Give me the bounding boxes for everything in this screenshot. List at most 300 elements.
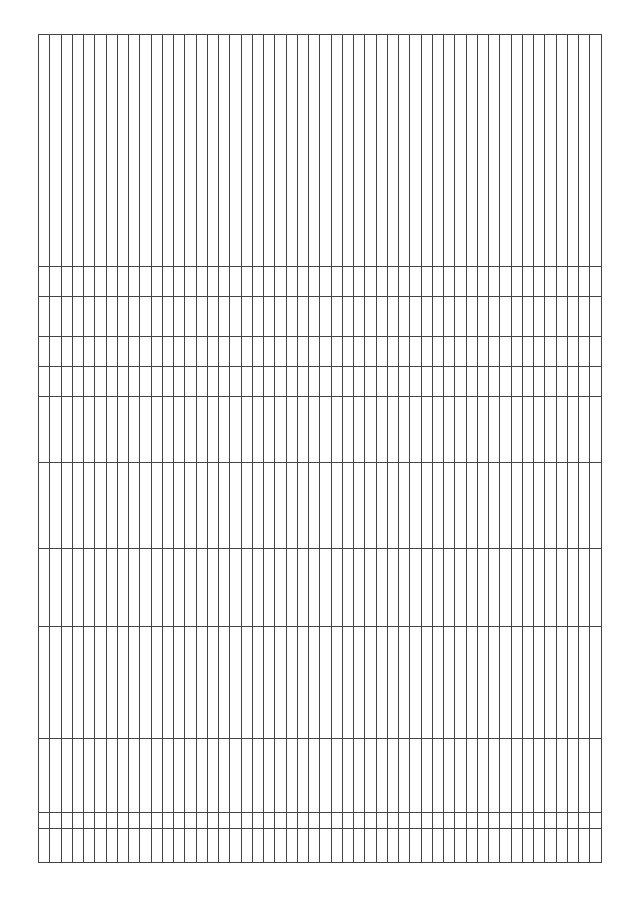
table-cell bbox=[421, 297, 432, 337]
table-cell bbox=[489, 463, 500, 549]
table-row bbox=[365, 35, 376, 863]
table-cell bbox=[444, 627, 455, 739]
table-cell bbox=[309, 297, 320, 337]
table-cell bbox=[387, 739, 398, 813]
table-cell bbox=[61, 337, 72, 367]
table-cell bbox=[151, 813, 162, 829]
table-cell bbox=[455, 463, 466, 549]
table-cell bbox=[106, 367, 117, 397]
table-row bbox=[129, 35, 140, 863]
table-cell bbox=[106, 463, 117, 549]
table-cell bbox=[61, 367, 72, 397]
table-cell bbox=[421, 267, 432, 297]
table-cell bbox=[162, 549, 173, 627]
table-cell bbox=[399, 267, 410, 297]
table-cell bbox=[252, 337, 263, 367]
table-cell bbox=[39, 397, 50, 463]
table-cell bbox=[511, 549, 522, 627]
table-cell bbox=[174, 297, 185, 337]
table-cell bbox=[511, 813, 522, 829]
table-cell bbox=[50, 35, 61, 267]
table-cell bbox=[309, 35, 320, 267]
table-cell bbox=[162, 267, 173, 297]
table-cell bbox=[387, 297, 398, 337]
table-cell bbox=[140, 829, 151, 863]
table-cell bbox=[286, 739, 297, 813]
table-cell bbox=[174, 627, 185, 739]
table-cell bbox=[95, 463, 106, 549]
table-cell bbox=[466, 35, 477, 267]
table-cell bbox=[500, 739, 511, 813]
table-cell bbox=[140, 549, 151, 627]
table-cell bbox=[252, 397, 263, 463]
table-cell bbox=[410, 397, 421, 463]
table-cell bbox=[309, 397, 320, 463]
table-cell bbox=[297, 829, 308, 863]
table-cell bbox=[331, 397, 342, 463]
table-cell bbox=[376, 813, 387, 829]
table-cell bbox=[387, 267, 398, 297]
table-cell bbox=[376, 463, 387, 549]
table-cell bbox=[72, 337, 83, 367]
table-cell bbox=[129, 813, 140, 829]
table-cell bbox=[365, 397, 376, 463]
table-cell bbox=[286, 267, 297, 297]
table-cell bbox=[61, 739, 72, 813]
table-cell bbox=[196, 627, 207, 739]
table-cell bbox=[500, 829, 511, 863]
table-cell bbox=[252, 829, 263, 863]
table-cell bbox=[50, 367, 61, 397]
table-cell bbox=[354, 813, 365, 829]
table-cell bbox=[84, 739, 95, 813]
table-cell bbox=[61, 297, 72, 337]
table-cell bbox=[477, 739, 488, 813]
table-cell bbox=[522, 813, 533, 829]
table-cell bbox=[455, 813, 466, 829]
table-cell bbox=[219, 35, 230, 267]
table-cell bbox=[309, 627, 320, 739]
table-cell bbox=[444, 267, 455, 297]
table-cell bbox=[252, 739, 263, 813]
table-cell bbox=[286, 35, 297, 267]
table-cell bbox=[196, 337, 207, 367]
table-cell bbox=[511, 337, 522, 367]
table-cell bbox=[84, 463, 95, 549]
table-cell bbox=[354, 367, 365, 397]
table-cell bbox=[410, 627, 421, 739]
table-cell bbox=[567, 549, 578, 627]
table-cell bbox=[219, 297, 230, 337]
table-cell bbox=[477, 813, 488, 829]
table-cell bbox=[196, 549, 207, 627]
table-cell bbox=[444, 829, 455, 863]
table-cell bbox=[365, 367, 376, 397]
table-cell bbox=[264, 549, 275, 627]
table-cell bbox=[545, 267, 556, 297]
table-cell bbox=[432, 337, 443, 367]
table-cell bbox=[534, 367, 545, 397]
table-cell bbox=[444, 367, 455, 397]
table-row bbox=[354, 35, 365, 863]
table-cell bbox=[376, 337, 387, 367]
table-cell bbox=[387, 367, 398, 397]
table-cell bbox=[39, 297, 50, 337]
table-cell bbox=[264, 397, 275, 463]
table-cell bbox=[511, 297, 522, 337]
table-cell bbox=[387, 337, 398, 367]
table-cell bbox=[95, 267, 106, 297]
table-cell bbox=[455, 829, 466, 863]
table-cell bbox=[207, 627, 218, 739]
table-cell bbox=[522, 627, 533, 739]
table-cell bbox=[207, 297, 218, 337]
table-cell bbox=[365, 549, 376, 627]
table-row bbox=[275, 35, 286, 863]
table-cell bbox=[174, 337, 185, 367]
table-cell bbox=[511, 35, 522, 267]
table-cell bbox=[72, 35, 83, 267]
data-table bbox=[38, 34, 602, 863]
table-cell bbox=[151, 367, 162, 397]
table-cell bbox=[219, 267, 230, 297]
table-cell bbox=[522, 397, 533, 463]
table-cell bbox=[129, 367, 140, 397]
table-cell bbox=[567, 337, 578, 367]
table-cell bbox=[61, 829, 72, 863]
table-cell bbox=[579, 367, 590, 397]
table-cell bbox=[129, 627, 140, 739]
table-cell bbox=[522, 367, 533, 397]
table-row bbox=[331, 35, 342, 863]
table-row bbox=[342, 35, 353, 863]
table-cell bbox=[399, 397, 410, 463]
table-cell bbox=[387, 35, 398, 267]
table-row bbox=[230, 35, 241, 863]
table-cell bbox=[162, 813, 173, 829]
table-cell bbox=[185, 463, 196, 549]
table-cell bbox=[421, 829, 432, 863]
table-cell bbox=[275, 829, 286, 863]
table-cell bbox=[444, 297, 455, 337]
table-cell bbox=[556, 463, 567, 549]
table-cell bbox=[455, 627, 466, 739]
table-cell bbox=[185, 367, 196, 397]
table-cell bbox=[455, 739, 466, 813]
table-cell bbox=[230, 35, 241, 267]
table-cell bbox=[39, 367, 50, 397]
table-cell bbox=[151, 297, 162, 337]
table-cell bbox=[275, 463, 286, 549]
table-cell bbox=[387, 549, 398, 627]
table-row bbox=[117, 35, 128, 863]
table-row bbox=[61, 35, 72, 863]
table-cell bbox=[477, 463, 488, 549]
table-cell bbox=[72, 367, 83, 397]
table-row bbox=[95, 35, 106, 863]
table-cell bbox=[579, 549, 590, 627]
table-cell bbox=[511, 627, 522, 739]
table-cell bbox=[117, 739, 128, 813]
table-cell bbox=[241, 337, 252, 367]
table-cell bbox=[162, 367, 173, 397]
table-cell bbox=[129, 549, 140, 627]
table-cell bbox=[545, 35, 556, 267]
table-cell bbox=[230, 267, 241, 297]
table-cell bbox=[545, 397, 556, 463]
table-cell bbox=[286, 367, 297, 397]
table-row bbox=[477, 35, 488, 863]
table-cell bbox=[444, 337, 455, 367]
table-cell bbox=[399, 627, 410, 739]
table-cell bbox=[556, 297, 567, 337]
table-cell bbox=[309, 367, 320, 397]
table-cell bbox=[207, 813, 218, 829]
table-cell bbox=[579, 739, 590, 813]
table-cell bbox=[286, 463, 297, 549]
table-cell bbox=[196, 463, 207, 549]
table-cell bbox=[590, 627, 601, 739]
table-row bbox=[241, 35, 252, 863]
table-cell bbox=[421, 367, 432, 397]
table-cell bbox=[376, 627, 387, 739]
table-cell bbox=[511, 397, 522, 463]
table-cell bbox=[196, 397, 207, 463]
table-cell bbox=[286, 297, 297, 337]
table-cell bbox=[466, 739, 477, 813]
table-cell bbox=[106, 813, 117, 829]
table-cell bbox=[207, 739, 218, 813]
table-cell bbox=[354, 397, 365, 463]
table-row bbox=[252, 35, 263, 863]
table-cell bbox=[84, 267, 95, 297]
table-cell bbox=[50, 297, 61, 337]
table-cell bbox=[455, 297, 466, 337]
table-cell bbox=[61, 813, 72, 829]
table-row bbox=[320, 35, 331, 863]
table-cell bbox=[342, 549, 353, 627]
table-cell bbox=[320, 397, 331, 463]
table-body bbox=[39, 35, 602, 863]
table-cell bbox=[579, 829, 590, 863]
table-cell bbox=[567, 829, 578, 863]
table-cell bbox=[365, 739, 376, 813]
table-cell bbox=[354, 549, 365, 627]
table-row bbox=[534, 35, 545, 863]
table-cell bbox=[466, 397, 477, 463]
table-cell bbox=[477, 297, 488, 337]
table-cell bbox=[399, 367, 410, 397]
table-cell bbox=[399, 337, 410, 367]
table-cell bbox=[95, 739, 106, 813]
table-cell bbox=[320, 297, 331, 337]
table-cell bbox=[410, 35, 421, 267]
table-cell bbox=[410, 463, 421, 549]
table-cell bbox=[590, 549, 601, 627]
table-cell bbox=[556, 813, 567, 829]
table-cell bbox=[241, 739, 252, 813]
table-cell bbox=[387, 829, 398, 863]
table-cell bbox=[500, 337, 511, 367]
table-cell bbox=[230, 297, 241, 337]
table-cell bbox=[590, 297, 601, 337]
table-cell bbox=[320, 367, 331, 397]
table-cell bbox=[84, 367, 95, 397]
table-cell bbox=[117, 367, 128, 397]
table-cell bbox=[354, 627, 365, 739]
table-cell bbox=[72, 627, 83, 739]
table-cell bbox=[84, 813, 95, 829]
table-cell bbox=[522, 297, 533, 337]
table-cell bbox=[275, 549, 286, 627]
table-cell bbox=[376, 829, 387, 863]
table-cell bbox=[320, 35, 331, 267]
table-cell bbox=[196, 739, 207, 813]
table-cell bbox=[342, 397, 353, 463]
table-cell bbox=[500, 297, 511, 337]
table-cell bbox=[500, 549, 511, 627]
table-cell bbox=[50, 813, 61, 829]
table-cell bbox=[500, 267, 511, 297]
table-cell bbox=[297, 813, 308, 829]
table-row bbox=[106, 35, 117, 863]
table-cell bbox=[342, 829, 353, 863]
table-cell bbox=[230, 739, 241, 813]
table-cell bbox=[331, 739, 342, 813]
table-cell bbox=[421, 549, 432, 627]
table-cell bbox=[207, 397, 218, 463]
table-cell bbox=[477, 367, 488, 397]
table-cell bbox=[331, 297, 342, 337]
table-cell bbox=[320, 337, 331, 367]
table-cell bbox=[106, 627, 117, 739]
table-cell bbox=[230, 337, 241, 367]
table-cell bbox=[489, 367, 500, 397]
table-cell bbox=[95, 35, 106, 267]
table-cell bbox=[432, 297, 443, 337]
table-cell bbox=[286, 813, 297, 829]
table-cell bbox=[455, 367, 466, 397]
table-cell bbox=[252, 35, 263, 267]
table-cell bbox=[275, 739, 286, 813]
table-cell bbox=[545, 463, 556, 549]
table-cell bbox=[297, 739, 308, 813]
table-cell bbox=[466, 627, 477, 739]
table-cell bbox=[174, 739, 185, 813]
table-cell bbox=[151, 35, 162, 267]
table-cell bbox=[331, 813, 342, 829]
table-cell bbox=[489, 397, 500, 463]
table-cell bbox=[466, 297, 477, 337]
table-cell bbox=[297, 267, 308, 297]
table-cell bbox=[590, 739, 601, 813]
table-cell bbox=[320, 739, 331, 813]
table-cell bbox=[264, 297, 275, 337]
table-cell bbox=[399, 829, 410, 863]
table-row bbox=[151, 35, 162, 863]
table-cell bbox=[489, 267, 500, 297]
table-cell bbox=[500, 627, 511, 739]
table-cell bbox=[275, 35, 286, 267]
table-cell bbox=[522, 463, 533, 549]
table-cell bbox=[151, 337, 162, 367]
table-cell bbox=[264, 829, 275, 863]
table-cell bbox=[556, 397, 567, 463]
table-cell bbox=[354, 739, 365, 813]
table-cell bbox=[545, 627, 556, 739]
table-cell bbox=[477, 337, 488, 367]
table-cell bbox=[579, 337, 590, 367]
table-cell bbox=[421, 463, 432, 549]
table-cell bbox=[545, 297, 556, 337]
table-cell bbox=[241, 829, 252, 863]
table-cell bbox=[117, 813, 128, 829]
table-cell bbox=[230, 829, 241, 863]
table-cell bbox=[72, 267, 83, 297]
table-cell bbox=[511, 463, 522, 549]
table-cell bbox=[331, 337, 342, 367]
table-cell bbox=[365, 829, 376, 863]
table-cell bbox=[567, 397, 578, 463]
table-cell bbox=[432, 35, 443, 267]
table-cell bbox=[421, 397, 432, 463]
table-cell bbox=[95, 627, 106, 739]
table-cell bbox=[117, 297, 128, 337]
table-cell bbox=[534, 337, 545, 367]
table-cell bbox=[241, 267, 252, 297]
table-cell bbox=[545, 367, 556, 397]
table-cell bbox=[297, 297, 308, 337]
table-row bbox=[500, 35, 511, 863]
table-cell bbox=[219, 829, 230, 863]
table-cell bbox=[365, 337, 376, 367]
table-cell bbox=[567, 297, 578, 337]
table-cell bbox=[455, 549, 466, 627]
table-cell bbox=[466, 267, 477, 297]
table-cell bbox=[432, 397, 443, 463]
table-cell bbox=[399, 35, 410, 267]
table-cell bbox=[320, 267, 331, 297]
table-cell bbox=[534, 297, 545, 337]
table-cell bbox=[39, 627, 50, 739]
table-cell bbox=[162, 463, 173, 549]
table-cell bbox=[466, 463, 477, 549]
table-cell bbox=[309, 829, 320, 863]
table-row bbox=[286, 35, 297, 863]
table-cell bbox=[72, 829, 83, 863]
table-cell bbox=[309, 267, 320, 297]
table-row bbox=[545, 35, 556, 863]
table-cell bbox=[500, 813, 511, 829]
table-row bbox=[489, 35, 500, 863]
table-cell bbox=[309, 463, 320, 549]
table-cell bbox=[579, 813, 590, 829]
table-cell bbox=[579, 463, 590, 549]
table-cell bbox=[241, 627, 252, 739]
table-cell bbox=[556, 549, 567, 627]
table-row bbox=[50, 35, 61, 863]
table-cell bbox=[117, 627, 128, 739]
table-cell bbox=[590, 337, 601, 367]
table-cell bbox=[489, 337, 500, 367]
table-cell bbox=[354, 297, 365, 337]
table-cell bbox=[354, 463, 365, 549]
table-cell bbox=[219, 549, 230, 627]
table-row bbox=[39, 35, 50, 863]
table-cell bbox=[252, 549, 263, 627]
table-cell bbox=[579, 397, 590, 463]
table-cell bbox=[275, 337, 286, 367]
